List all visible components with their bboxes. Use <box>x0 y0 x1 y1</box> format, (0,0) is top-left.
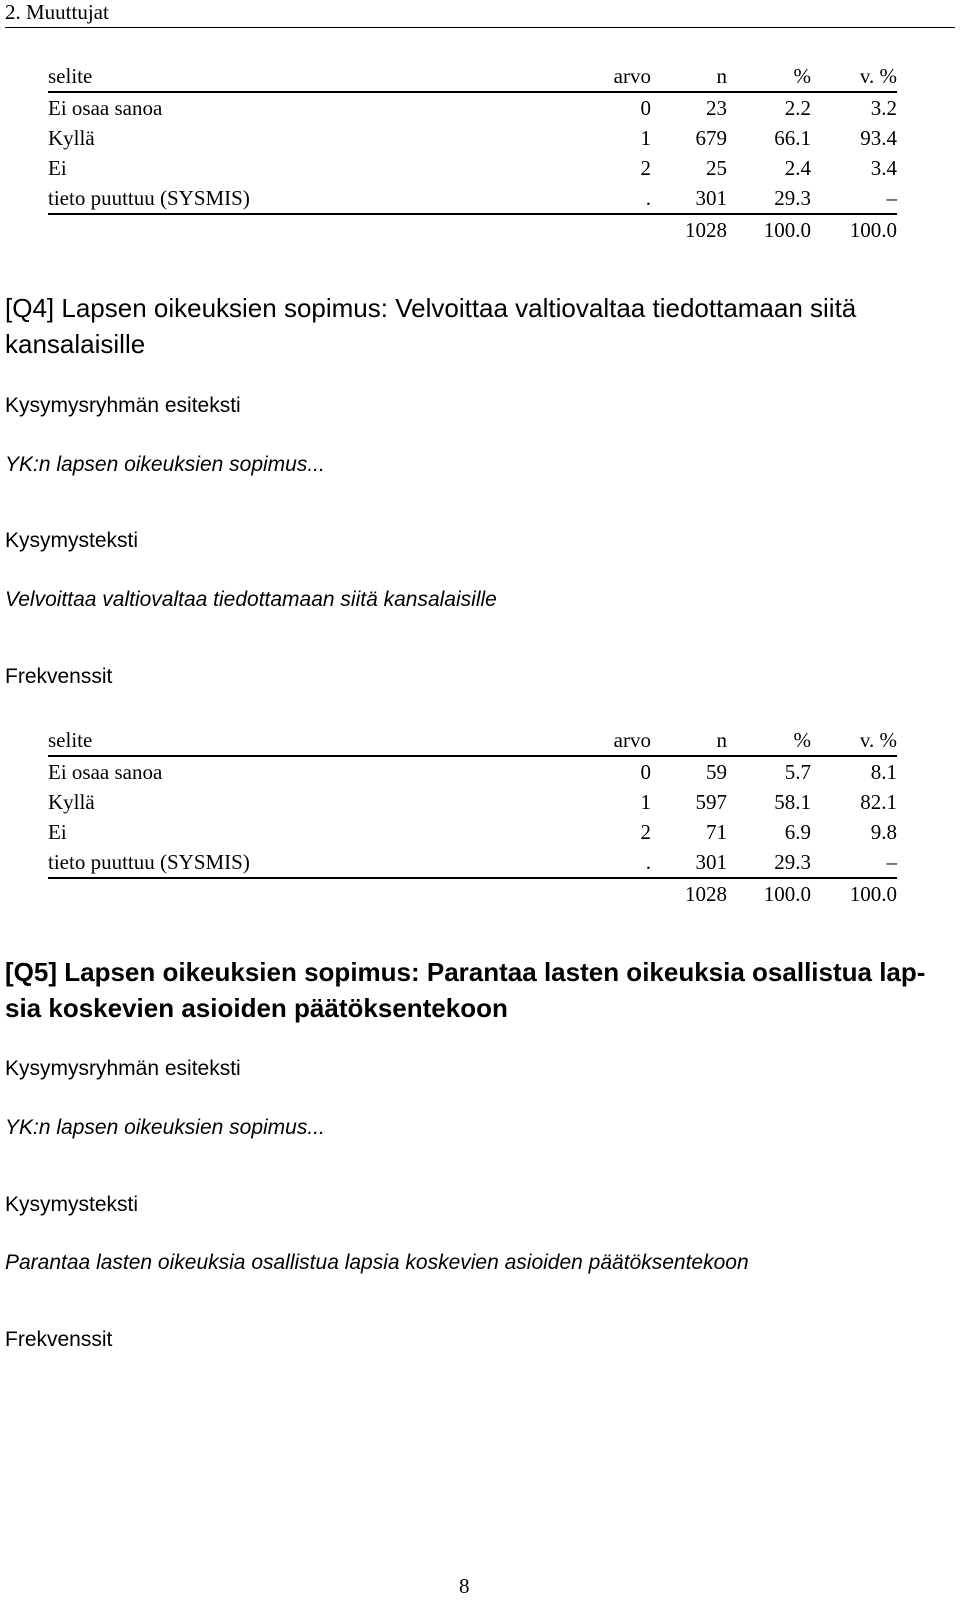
frequency-table-q4 <box>48 725 897 909</box>
cell-percent: 2.2 <box>784 96 811 120</box>
cell-percent: 58.1 <box>774 790 811 814</box>
cell-n: 25 <box>706 156 727 180</box>
cell-arvo: 1 <box>640 126 651 150</box>
frequency-heading-q4: Frekvenssit <box>5 665 113 688</box>
cell-valid-percent: – <box>886 850 897 874</box>
table-header-row <box>48 61 897 92</box>
cell-n: 23 <box>706 96 727 120</box>
section-title: 2. Muuttujat <box>5 0 109 24</box>
cell-arvo: 2 <box>640 820 651 844</box>
group-text-q5: YK:n lapsen oikeuksien sopimus... <box>5 1116 325 1139</box>
cell-arvo: 1 <box>640 790 651 814</box>
cell-valid-percent: 3.2 <box>870 96 897 120</box>
cell-valid-percent: 8.1 <box>870 760 897 784</box>
table-row <box>48 756 897 787</box>
cell-n: 301 <box>695 186 727 210</box>
cell-selite: Kyllä <box>48 790 95 814</box>
column-header-n: n <box>716 728 727 752</box>
cell-valid-percent: 93.4 <box>860 126 897 150</box>
cell-selite: Ei osaa sanoa <box>48 760 163 784</box>
column-header-arvo: arvo <box>613 64 651 88</box>
cell-n: 597 <box>695 790 727 814</box>
cell-percent: 29.3 <box>774 186 811 210</box>
cell-valid-percent: 82.1 <box>860 790 897 814</box>
cell-valid-percent: 9.8 <box>870 820 897 844</box>
table-total-row <box>48 214 897 245</box>
cell-selite: Ei osaa sanoa <box>48 96 163 120</box>
cell-selite: tieto puuttuu (SYSMIS) <box>48 186 250 210</box>
cell-valid-percent: – <box>886 186 897 210</box>
cell-percent: 6.9 <box>784 820 811 844</box>
cell-arvo: . <box>645 850 651 874</box>
column-header-selite: selite <box>48 728 93 752</box>
question-heading-q4: Kysymysteksti <box>5 529 139 552</box>
cell-arvo: 2 <box>640 156 651 180</box>
table-row <box>48 817 897 847</box>
question-text-q5: Parantaa lasten oikeuksia osallistua lapsia koskevien asioiden päätöksentekoon <box>5 1251 749 1274</box>
question-title-q5-line1: [Q5] Lapsen oikeuksien sopimus: Parantaa lasten oikeuksia osallistua lap- <box>5 957 926 987</box>
column-header-arvo: arvo <box>613 728 651 752</box>
cell-selite: Kyllä <box>48 126 95 150</box>
cell-n: 679 <box>695 126 727 150</box>
total-valid-percent: 100.0 <box>849 882 897 906</box>
cell-arvo: . <box>645 186 651 210</box>
cell-percent: 5.7 <box>784 760 811 784</box>
group-text-q4: YK:n lapsen oikeuksien sopimus... <box>5 453 325 476</box>
cell-valid-percent: 3.4 <box>870 156 897 180</box>
total-n: 1028 <box>685 882 727 906</box>
cell-n: 59 <box>706 760 727 784</box>
column-header-valid-percent: v. % <box>859 64 897 88</box>
frequency-table-q3 <box>48 61 897 245</box>
cell-arvo: 0 <box>640 96 651 120</box>
question-text-q4: Velvoittaa valtiovaltaa tiedottamaan siitä kansalaisille <box>5 588 497 611</box>
running-header <box>5 0 955 28</box>
total-n: 1028 <box>685 218 727 242</box>
group-heading-q5: Kysymysryhmän esiteksti <box>5 1057 241 1080</box>
total-valid-percent: 100.0 <box>849 218 897 242</box>
column-header-percent: % <box>793 728 811 752</box>
cell-percent: 2.4 <box>784 156 811 180</box>
total-percent: 100.0 <box>763 882 811 906</box>
total-percent: 100.0 <box>763 218 811 242</box>
question-title-q4: [Q4] Lapsen oikeuksien sopimus: Velvoittaa valtiovaltaa tiedottamaan siitä kansalaisille <box>5 293 857 359</box>
question-title-q5-line2: sia koskevien asioiden päätöksentekoon <box>5 993 508 1023</box>
cell-percent: 29.3 <box>774 850 811 874</box>
group-heading-q4: Kysymysryhmän esiteksti <box>5 394 241 417</box>
table-row <box>48 787 897 817</box>
table-row <box>48 153 897 183</box>
frequency-heading-q5: Frekvenssit <box>5 1328 113 1351</box>
table-row <box>48 183 897 214</box>
cell-selite: Ei <box>48 820 67 844</box>
column-header-percent: % <box>793 64 811 88</box>
table-row <box>48 92 897 123</box>
cell-percent: 66.1 <box>774 126 811 150</box>
cell-n: 301 <box>695 850 727 874</box>
table-row <box>48 123 897 153</box>
question-heading-q5: Kysymysteksti <box>5 1193 139 1216</box>
cell-arvo: 0 <box>640 760 651 784</box>
cell-selite: tieto puuttuu (SYSMIS) <box>48 850 250 874</box>
column-header-n: n <box>716 64 727 88</box>
cell-selite: Ei <box>48 156 67 180</box>
page-number: 8 <box>459 1574 470 1598</box>
cell-n: 71 <box>706 820 727 844</box>
question-title-q5 <box>5 954 935 1026</box>
table-row <box>48 847 897 878</box>
table-header-row <box>48 725 897 756</box>
table-total-row <box>48 878 897 909</box>
column-header-selite: selite <box>48 64 93 88</box>
column-header-valid-percent: v. % <box>859 728 897 752</box>
